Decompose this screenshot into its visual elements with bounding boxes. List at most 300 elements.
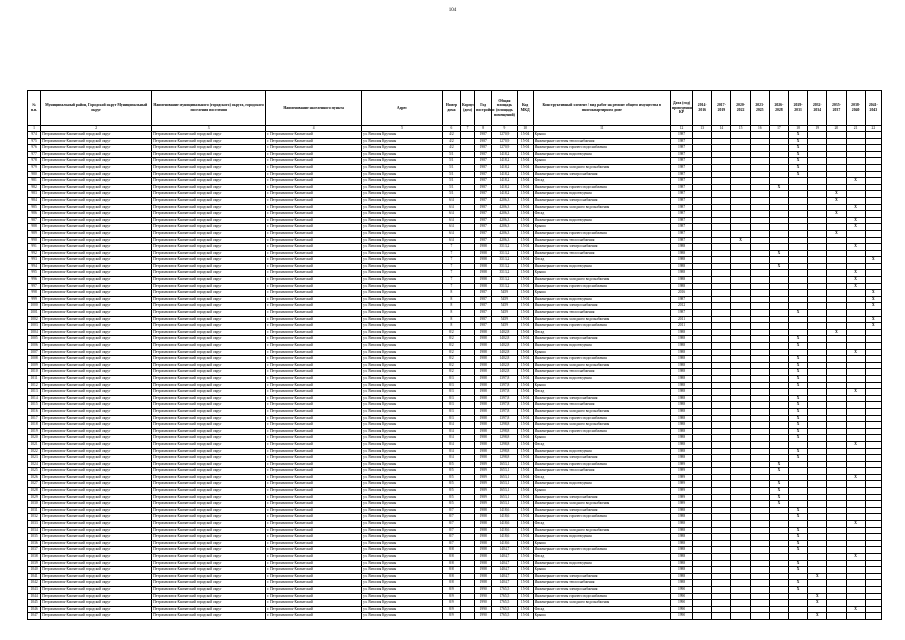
- table-cell: Петропавловск-Камчатский городской округ: [41, 600, 152, 607]
- table-cell: 15-04: [517, 573, 533, 580]
- table-cell: 4/2: [442, 132, 460, 139]
- schedule-cell: [865, 474, 881, 481]
- table-cell: 8/4: [442, 448, 460, 455]
- table-row: [28, 263, 882, 270]
- table-cell: Инженерные системы горячего водоснабжения: [533, 283, 670, 290]
- table-cell: ул. Виталия Кручины: [362, 138, 443, 145]
- column-number: 15: [731, 126, 750, 132]
- column-number: 2: [41, 126, 152, 132]
- table-cell: 1988: [670, 554, 692, 561]
- schedule-cell: [846, 613, 865, 620]
- schedule-cell: [731, 270, 750, 277]
- table-cell: Крыша: [533, 349, 670, 356]
- table-cell: 15-04: [517, 178, 533, 185]
- table-cell: 7: [442, 263, 460, 270]
- schedule-cell: [808, 151, 827, 158]
- table-cell: Петропавловск-Камчатский городской округ: [152, 481, 266, 488]
- table-cell: 15-04: [517, 560, 533, 567]
- table-cell: 1988: [670, 521, 692, 528]
- schedule-cell: [808, 527, 827, 534]
- schedule-cell: [846, 468, 865, 475]
- schedule-cell: [731, 138, 750, 145]
- table-cell: 994: [28, 263, 41, 270]
- schedule-cell: [827, 494, 846, 501]
- schedule-cell: [789, 389, 808, 396]
- table-cell: 1418,6: [492, 540, 517, 547]
- table-cell: Петропавловск-Камчатский городской округ: [152, 448, 266, 455]
- table-cell: Инженерные системы водоотведения: [533, 560, 670, 567]
- schedule-cell: [731, 554, 750, 561]
- schedule-cell: [789, 329, 808, 336]
- schedule-cell: [712, 277, 731, 284]
- schedule-cell: [808, 501, 827, 508]
- schedule-cell: [827, 362, 846, 369]
- table-cell: 15-04: [517, 586, 533, 593]
- table-cell: 978: [28, 158, 41, 165]
- table-cell: 6/4: [442, 204, 460, 211]
- schedule-cell: [865, 138, 881, 145]
- schedule-cell: [865, 211, 881, 218]
- schedule-cell: X: [846, 389, 865, 396]
- table-cell: г. Петропавловск-Камчатский: [266, 237, 362, 244]
- schedule-cell: [808, 586, 827, 593]
- schedule-cell: X: [865, 290, 881, 297]
- schedule-cell: [865, 382, 881, 389]
- table-cell: 1404,7: [492, 554, 517, 561]
- header-row: [28, 91, 882, 126]
- table-cell: 8/4: [442, 435, 460, 442]
- schedule-cell: [750, 573, 769, 580]
- table-cell: г. Петропавловск-Камчатский: [266, 369, 362, 376]
- table-cell: 15-04: [517, 290, 533, 297]
- schedule-cell: [712, 316, 731, 323]
- schedule-cell: [693, 237, 712, 244]
- table-cell: Петропавловск-Камчатский городской округ: [41, 178, 152, 185]
- table-row: [28, 343, 882, 350]
- table-cell: ул. Виталия Кручины: [362, 540, 443, 547]
- table-cell: Петропавловск-Камчатский городской округ: [41, 422, 152, 429]
- table-row: [28, 323, 882, 330]
- schedule-cell: [693, 197, 712, 204]
- schedule-cell: [693, 349, 712, 356]
- table-cell: 8/7: [442, 540, 460, 547]
- schedule-cell: [731, 244, 750, 251]
- table-cell: 1404,7: [492, 573, 517, 580]
- table-cell: 1987: [670, 217, 692, 224]
- table-cell: Петропавловск-Камчатский городской округ: [41, 230, 152, 237]
- table-cell: [461, 606, 475, 613]
- table-cell: г. Петропавловск-Камчатский: [266, 441, 362, 448]
- table-cell: г. Петропавловск-Камчатский: [266, 270, 362, 277]
- schedule-cell: [865, 204, 881, 211]
- schedule-cell: [712, 310, 731, 317]
- table-row: [28, 158, 882, 165]
- table-cell: 1022: [28, 448, 41, 455]
- table-cell: Петропавловск-Камчатский городской округ: [41, 369, 152, 376]
- schedule-cell: [693, 586, 712, 593]
- table-cell: Инженерные системы холодного водоснабжения: [533, 316, 670, 323]
- table-cell: 1988: [475, 250, 492, 257]
- schedule-cell: [750, 230, 769, 237]
- table-cell: 1988: [475, 349, 492, 356]
- table-row: [28, 224, 882, 231]
- table-cell: г. Петропавловск-Камчатский: [266, 138, 362, 145]
- table-cell: Инженерные системы холодного водоснабжения: [533, 204, 670, 211]
- schedule-cell: [731, 428, 750, 435]
- table-cell: 4/2: [442, 145, 460, 152]
- table-cell: ул. Виталия Кручины: [362, 527, 443, 534]
- table-cell: Петропавловск-Камчатский городской округ: [41, 435, 152, 442]
- table-cell: [461, 224, 475, 231]
- table-cell: Инженерные системы холодного водоснабжения: [533, 422, 670, 429]
- table-cell: 6/4: [442, 217, 460, 224]
- table-cell: Петропавловск-Камчатский городской округ: [41, 389, 152, 396]
- schedule-cell: [769, 402, 788, 409]
- schedule-cell: [750, 237, 769, 244]
- table-cell: 15-04: [517, 527, 533, 534]
- table-cell: 1987: [670, 230, 692, 237]
- table-row: [28, 580, 882, 587]
- schedule-cell: X: [789, 514, 808, 521]
- table-cell: Инженерные системы электроснабжения: [533, 244, 670, 251]
- table-cell: [461, 402, 475, 409]
- schedule-cell: [808, 389, 827, 396]
- schedule-cell: [769, 593, 788, 600]
- table-cell: 1015: [28, 402, 41, 409]
- schedule-cell: [865, 178, 881, 185]
- table-cell: Инженерные системы водоотведения: [533, 151, 670, 158]
- table-row: [28, 138, 882, 145]
- table-cell: 1987: [475, 316, 492, 323]
- schedule-cell: [731, 507, 750, 514]
- schedule-cell: [693, 250, 712, 257]
- schedule-cell: X: [769, 481, 788, 488]
- table-cell: 5/1: [442, 184, 460, 191]
- schedule-cell: [693, 171, 712, 178]
- schedule-cell: [693, 461, 712, 468]
- schedule-cell: X: [789, 362, 808, 369]
- table-cell: г. Петропавловск-Камчатский: [266, 132, 362, 139]
- table-cell: г. Петропавловск-Камчатский: [266, 171, 362, 178]
- schedule-cell: [712, 567, 731, 574]
- column-number: 16: [750, 126, 769, 132]
- table-cell: г. Петропавловск-Камчатский: [266, 263, 362, 270]
- table-body: [28, 132, 882, 620]
- table-cell: Петропавловск-Камчатский городской округ: [41, 204, 152, 211]
- schedule-cell: [750, 514, 769, 521]
- table-cell: Петропавловск-Камчатский городской округ: [41, 560, 152, 567]
- table-cell: Петропавловск-Камчатский городской округ: [41, 408, 152, 415]
- table-cell: 1007: [28, 349, 41, 356]
- table-cell: Петропавловск-Камчатский городской округ: [152, 329, 266, 336]
- schedule-cell: [827, 560, 846, 567]
- schedule-cell: [789, 250, 808, 257]
- schedule-cell: [846, 145, 865, 152]
- schedule-cell: X: [789, 560, 808, 567]
- table-row: [28, 481, 882, 488]
- schedule-cell: X: [769, 494, 788, 501]
- schedule-cell: [846, 323, 865, 330]
- table-cell: 1988: [670, 580, 692, 587]
- schedule-cell: [731, 441, 750, 448]
- schedule-cell: [712, 481, 731, 488]
- table-cell: Петропавловск-Камчатский городской округ: [152, 586, 266, 593]
- table-cell: Инженерные системы электроснабжения: [533, 303, 670, 310]
- schedule-cell: [846, 191, 865, 198]
- table-cell: 15-04: [517, 435, 533, 442]
- schedule-cell: [846, 527, 865, 534]
- schedule-cell: [750, 408, 769, 415]
- schedule-cell: X: [789, 382, 808, 389]
- table-cell: 1987: [670, 145, 692, 152]
- schedule-cell: [693, 408, 712, 415]
- table-cell: Петропавловск-Камчатский городской округ: [41, 474, 152, 481]
- schedule-cell: [846, 296, 865, 303]
- table-cell: Инженерные системы горячего водоснабжения: [533, 415, 670, 422]
- table-cell: 8: [442, 290, 460, 297]
- table-cell: 7: [442, 257, 460, 264]
- schedule-cell: [769, 408, 788, 415]
- schedule-cell: [808, 554, 827, 561]
- schedule-cell: [750, 547, 769, 554]
- table-cell: 1990: [475, 593, 492, 600]
- table-cell: 1653,1: [492, 461, 517, 468]
- table-cell: 8/3: [442, 395, 460, 402]
- schedule-cell: [712, 244, 731, 251]
- table-cell: ул. Виталия Кручины: [362, 593, 443, 600]
- schedule-cell: [693, 178, 712, 185]
- schedule-cell: [693, 455, 712, 462]
- table-cell: ул. Виталия Кручины: [362, 474, 443, 481]
- schedule-cell: [712, 534, 731, 541]
- schedule-cell: [846, 488, 865, 495]
- table-cell: 1988: [475, 329, 492, 336]
- table-cell: г. Петропавловск-Камчатский: [266, 547, 362, 554]
- table-cell: Петропавловск-Камчатский городской округ: [152, 250, 266, 257]
- table-cell: 1988: [670, 428, 692, 435]
- schedule-cell: [865, 441, 881, 448]
- schedule-cell: [865, 362, 881, 369]
- schedule-cell: [846, 263, 865, 270]
- column-number: 19: [808, 126, 827, 132]
- table-cell: 1989: [475, 474, 492, 481]
- schedule-cell: [693, 521, 712, 528]
- table-cell: 1765,5: [492, 606, 517, 613]
- table-cell: 1018: [28, 422, 41, 429]
- table-cell: 1988: [475, 343, 492, 350]
- schedule-cell: [731, 277, 750, 284]
- table-cell: 8/4: [442, 428, 460, 435]
- table-row: [28, 567, 882, 574]
- table-cell: ул. Виталия Кручины: [362, 554, 443, 561]
- schedule-cell: [769, 336, 788, 343]
- schedule-cell: [827, 369, 846, 376]
- schedule-cell: [769, 197, 788, 204]
- column-header: № п.п.: [28, 91, 41, 126]
- schedule-cell: [731, 362, 750, 369]
- schedule-cell: [827, 448, 846, 455]
- schedule-cell: [750, 316, 769, 323]
- table-cell: г. Петропавловск-Камчатский: [266, 164, 362, 171]
- schedule-cell: [827, 586, 846, 593]
- schedule-cell: [789, 211, 808, 218]
- schedule-cell: X: [865, 316, 881, 323]
- table-cell: 1988: [670, 257, 692, 264]
- table-cell: Петропавловск-Камчатский городской округ: [41, 283, 152, 290]
- table-cell: Петропавловск-Камчатский городской округ: [41, 455, 152, 462]
- table-cell: 15-04: [517, 270, 533, 277]
- table-cell: Петропавловск-Камчатский городской округ: [152, 534, 266, 541]
- schedule-cell: [731, 132, 750, 139]
- table-cell: Петропавловск-Камчатский городской округ: [152, 336, 266, 343]
- table-cell: [461, 521, 475, 528]
- schedule-cell: X: [846, 606, 865, 613]
- schedule-cell: X: [846, 474, 865, 481]
- schedule-cell: [750, 296, 769, 303]
- table-cell: 1034: [28, 527, 41, 534]
- table-cell: ул. Виталия Кручины: [362, 521, 443, 528]
- table-cell: [461, 474, 475, 481]
- table-cell: ул. Виталия Кручины: [362, 211, 443, 218]
- table-row: [28, 217, 882, 224]
- table-cell: 1040: [28, 567, 41, 574]
- schedule-cell: [846, 336, 865, 343]
- table-row: [28, 521, 882, 528]
- schedule-cell: X: [846, 283, 865, 290]
- table-cell: 7: [442, 283, 460, 290]
- schedule-cell: [846, 375, 865, 382]
- schedule-cell: [712, 263, 731, 270]
- schedule-cell: [693, 501, 712, 508]
- schedule-cell: [712, 323, 731, 330]
- table-cell: ул. Виталия Кручины: [362, 606, 443, 613]
- schedule-cell: [712, 461, 731, 468]
- table-cell: Петропавловск-Камчатский городской округ: [41, 237, 152, 244]
- schedule-cell: [865, 593, 881, 600]
- column-number: 4: [266, 126, 362, 132]
- table-cell: Петропавловск-Камчатский городской округ: [152, 316, 266, 323]
- schedule-cell: [731, 422, 750, 429]
- schedule-cell: [808, 329, 827, 336]
- table-cell: 1044: [28, 593, 41, 600]
- table-cell: Инженерные системы холодного водоснабжения: [533, 527, 670, 534]
- schedule-cell: X: [827, 197, 846, 204]
- schedule-cell: [769, 277, 788, 284]
- table-cell: 8/5: [442, 474, 460, 481]
- schedule-cell: [769, 283, 788, 290]
- schedule-cell: [769, 303, 788, 310]
- schedule-cell: [827, 441, 846, 448]
- table-cell: Петропавловск-Камчатский городской округ: [41, 145, 152, 152]
- schedule-cell: [712, 547, 731, 554]
- table-cell: 1030: [28, 501, 41, 508]
- table-cell: Петропавловск-Камчатский городской округ: [41, 158, 152, 165]
- table-cell: 1988: [670, 349, 692, 356]
- table-cell: ул. Виталия Кручины: [362, 408, 443, 415]
- table-cell: Петропавловск-Камчатский городской округ: [152, 415, 266, 422]
- table-cell: [461, 138, 475, 145]
- table-cell: 2012: [670, 303, 692, 310]
- schedule-cell: X: [827, 211, 846, 218]
- table-cell: 5459: [492, 296, 517, 303]
- table-cell: 1989: [670, 501, 692, 508]
- schedule-cell: [827, 138, 846, 145]
- schedule-cell: [827, 270, 846, 277]
- table-cell: [461, 573, 475, 580]
- column-number: 21: [846, 126, 865, 132]
- table-cell: 1988: [475, 395, 492, 402]
- table-cell: ул. Виталия Кручины: [362, 567, 443, 574]
- table-cell: [461, 132, 475, 139]
- schedule-cell: [827, 593, 846, 600]
- table-row: [28, 547, 882, 554]
- schedule-cell: X: [789, 158, 808, 165]
- table-cell: [461, 197, 475, 204]
- table-cell: [461, 369, 475, 376]
- table-cell: ул. Виталия Кручины: [362, 191, 443, 198]
- table-cell: 1988: [670, 573, 692, 580]
- schedule-cell: [693, 316, 712, 323]
- table-cell: Инженерные системы горячего водоснабжения: [533, 593, 670, 600]
- schedule-cell: [769, 323, 788, 330]
- table-cell: 1024: [28, 461, 41, 468]
- schedule-cell: [750, 270, 769, 277]
- table-cell: 1989: [475, 461, 492, 468]
- table-cell: [461, 151, 475, 158]
- schedule-cell: [789, 316, 808, 323]
- table-cell: [461, 593, 475, 600]
- table-cell: 6/4: [442, 230, 460, 237]
- table-cell: г. Петропавловск-Камчатский: [266, 408, 362, 415]
- schedule-cell: [712, 158, 731, 165]
- table-cell: г. Петропавловск-Камчатский: [266, 600, 362, 607]
- table-cell: 1988: [670, 362, 692, 369]
- table-row: [28, 606, 882, 613]
- table-cell: 8/2: [442, 343, 460, 350]
- table-cell: 1418,2: [492, 151, 517, 158]
- schedule-cell: [846, 316, 865, 323]
- table-cell: 1653,1: [492, 488, 517, 495]
- column-header: Наименование населенного пункта: [266, 91, 362, 126]
- schedule-cell: [693, 138, 712, 145]
- table-cell: Петропавловск-Камчатский городской округ: [41, 494, 152, 501]
- schedule-cell: [865, 224, 881, 231]
- schedule-cell: [712, 586, 731, 593]
- schedule-cell: [693, 560, 712, 567]
- schedule-cell: [750, 428, 769, 435]
- table-cell: 1989: [475, 488, 492, 495]
- table-row: [28, 277, 882, 284]
- table-cell: 15-04: [517, 257, 533, 264]
- table-cell: 1988: [670, 547, 692, 554]
- schedule-cell: [712, 448, 731, 455]
- table-cell: [461, 250, 475, 257]
- table-cell: 1988: [670, 560, 692, 567]
- schedule-cell: [731, 296, 750, 303]
- table-cell: ул. Виталия Кручины: [362, 323, 443, 330]
- table-cell: г. Петропавловск-Камчатский: [266, 501, 362, 508]
- table-cell: г. Петропавловск-Камчатский: [266, 257, 362, 264]
- table-cell: г. Петропавловск-Камчатский: [266, 395, 362, 402]
- table-cell: ул. Виталия Кручины: [362, 488, 443, 495]
- table-cell: Петропавловск-Камчатский городской округ: [152, 237, 266, 244]
- schedule-cell: X: [827, 329, 846, 336]
- schedule-cell: [731, 217, 750, 224]
- table-cell: Петропавловск-Камчатский городской округ: [41, 527, 152, 534]
- schedule-cell: [693, 580, 712, 587]
- table-cell: [461, 191, 475, 198]
- table-cell: Петропавловск-Камчатский городской округ: [41, 540, 152, 547]
